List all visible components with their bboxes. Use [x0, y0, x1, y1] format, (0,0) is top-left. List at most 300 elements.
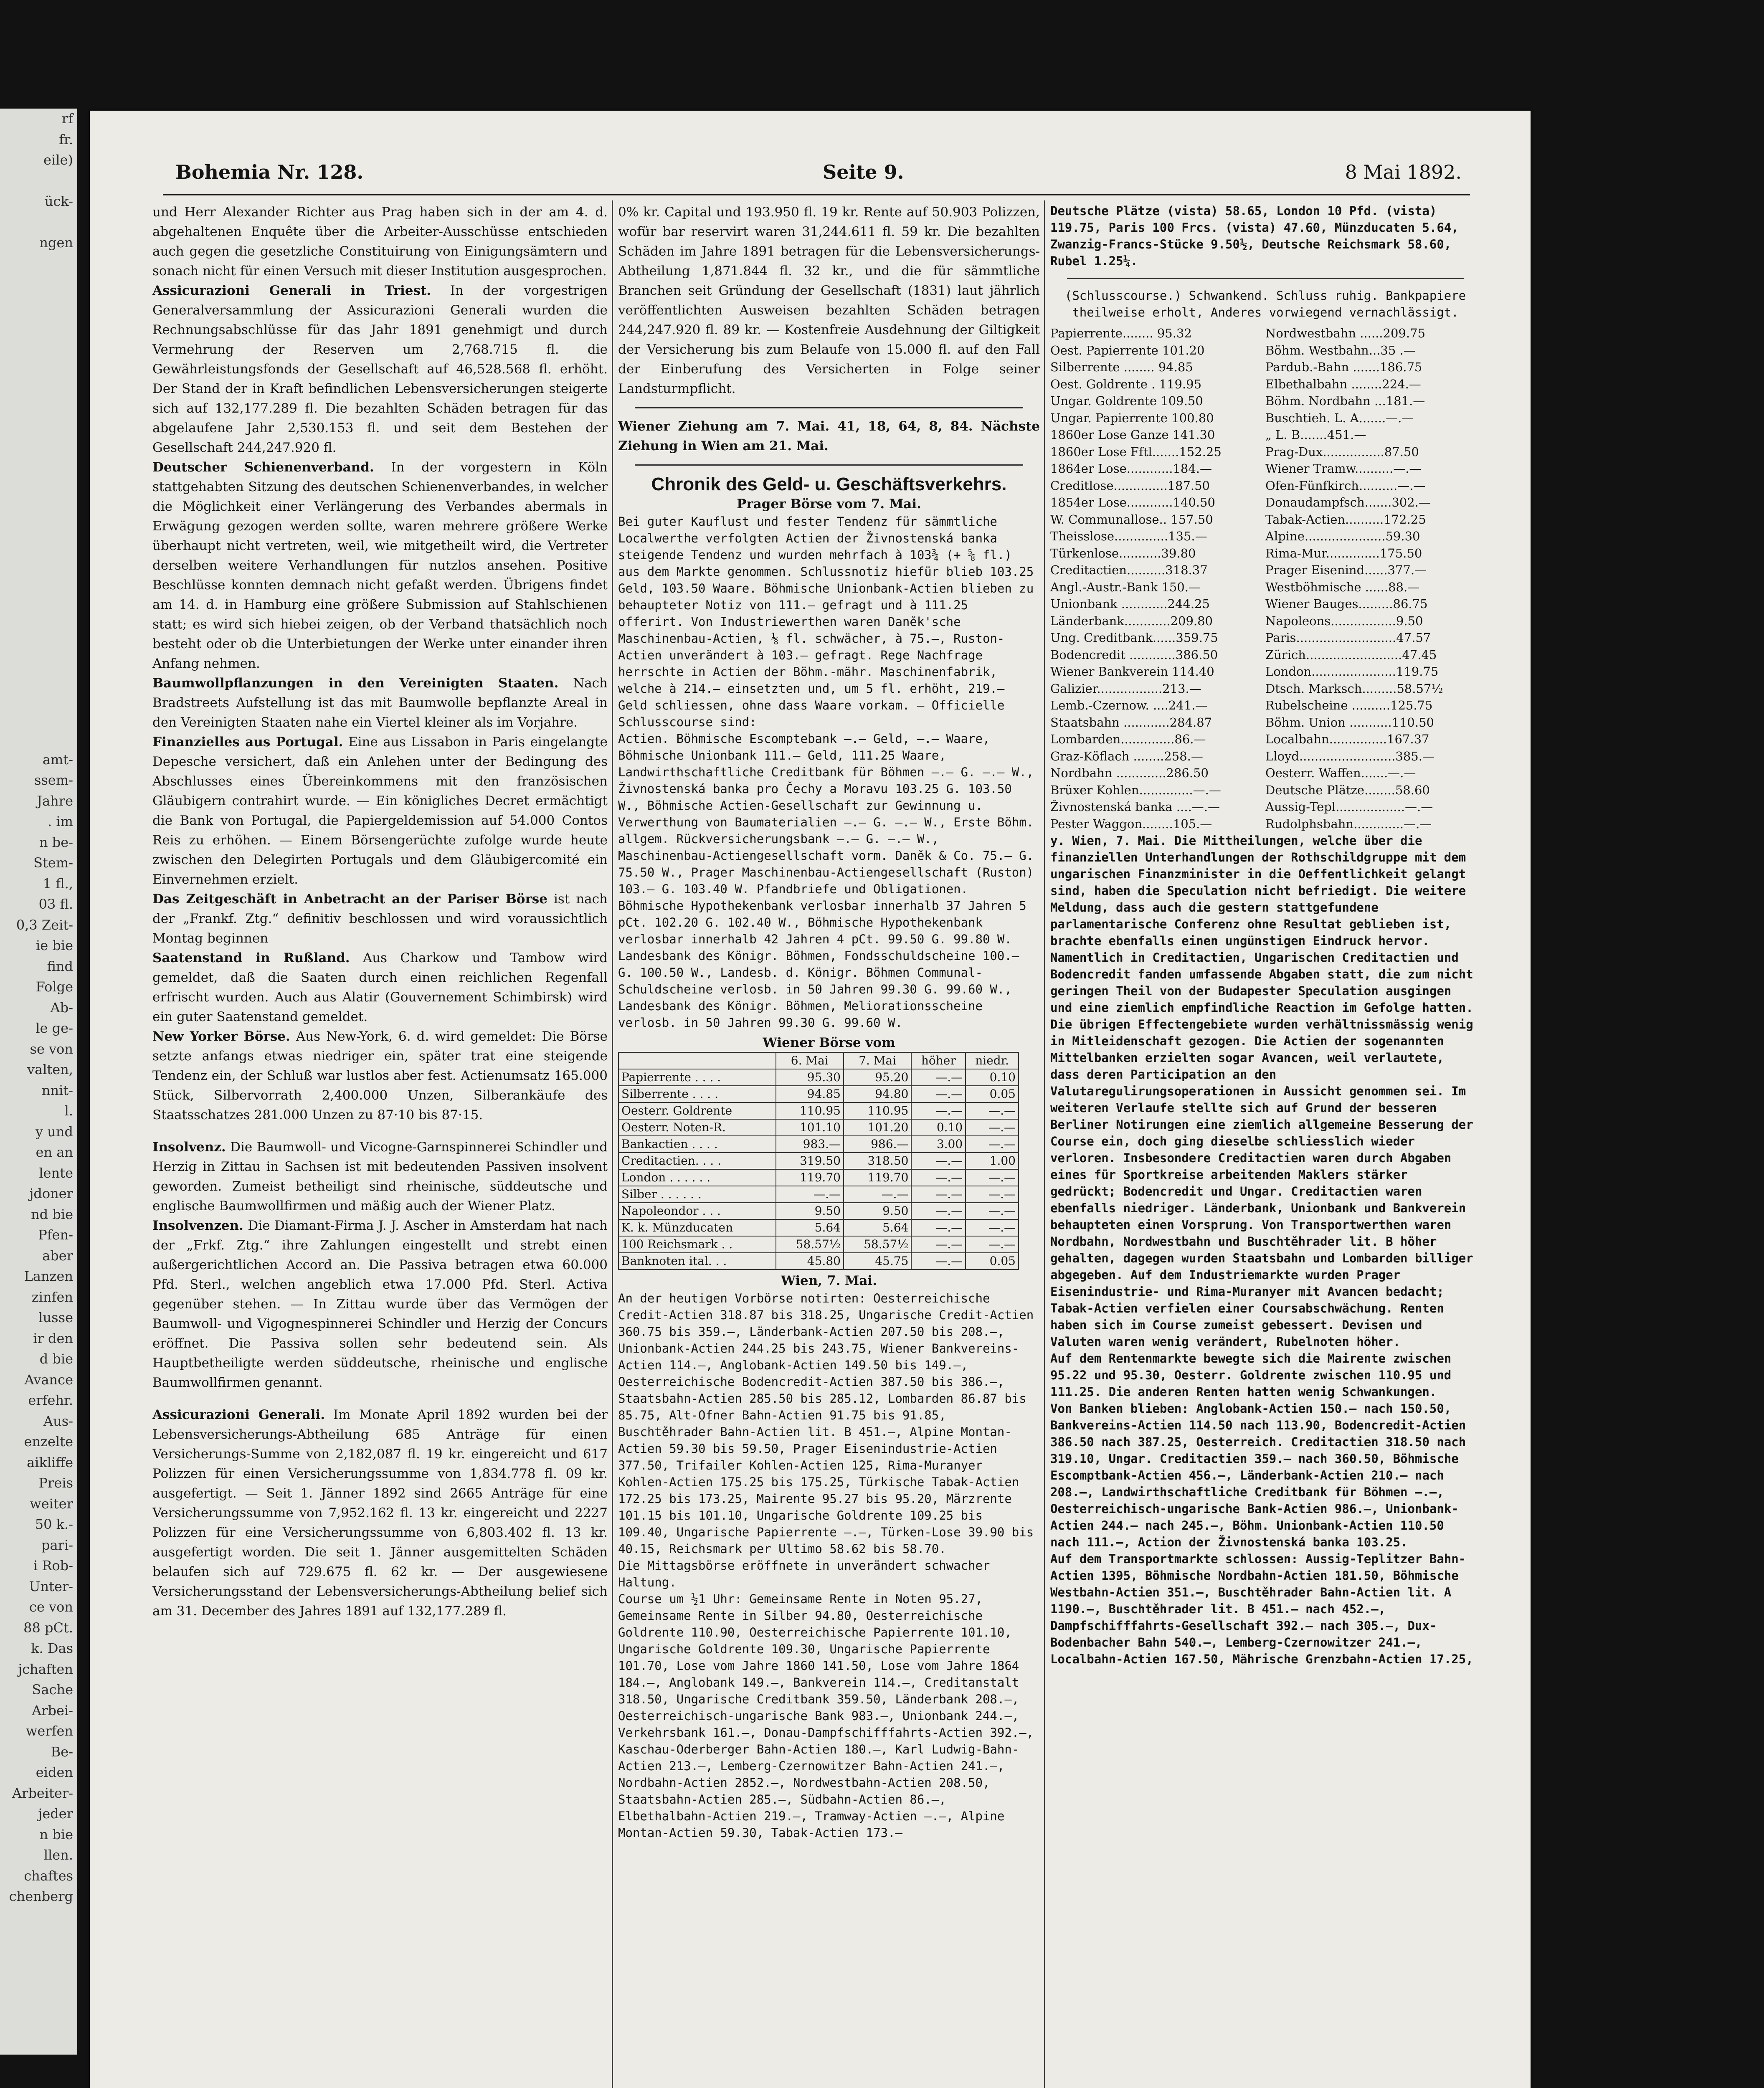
article-title: Deutscher Schienenverband.: [152, 460, 374, 475]
article: [152, 1138, 608, 1216]
prev-page-line: [0, 398, 77, 419]
quote-row: [1050, 663, 1480, 680]
quote-value: 319.50: [776, 1153, 844, 1169]
article: [152, 281, 608, 458]
table-row: [618, 1253, 1019, 1270]
quote-row: [1050, 393, 1480, 410]
prev-page-line: 1 fl.,: [43, 875, 73, 892]
quote-entry: Donaudampfsch.......302.—: [1265, 495, 1431, 509]
prev-page-line: rf: [61, 111, 73, 127]
quote-entry: Böhm. Union ...........110.50: [1265, 715, 1435, 730]
prev-page-line: chaftes: [24, 1868, 73, 1884]
quote-entry: Creditlose..............187.50: [1050, 478, 1210, 493]
separator-rule: [635, 464, 1023, 466]
prev-page-line: [0, 419, 77, 440]
article-title: Das Zeitgeschäft in Anbetracht an der Pariser Börse: [152, 892, 547, 907]
quote-list: [1050, 325, 1480, 832]
quote-value: 0.05: [966, 1253, 1019, 1270]
prev-page-line: erfehr.: [28, 1392, 73, 1408]
quote-entry: Staatsbahn ............284.87: [1050, 715, 1212, 730]
prev-page-line: werfen: [25, 1723, 73, 1739]
prev-page-line: [0, 253, 77, 274]
quote-row: [1050, 460, 1480, 477]
quote-value: 1.00: [966, 1153, 1019, 1169]
prev-page-line: jdoner: [29, 1186, 73, 1201]
prev-page-line: Pfen-: [38, 1227, 73, 1243]
quote-value: —.—: [966, 1102, 1019, 1119]
quote-entry: Ung. Creditbank......359.75: [1050, 631, 1218, 645]
quote-value: 58.57½: [776, 1236, 844, 1253]
article: [152, 1216, 608, 1393]
quote-entry: Theisslose..............135.—: [1050, 529, 1207, 543]
quote-value: 45.75: [844, 1253, 911, 1270]
prev-page-line: eile): [43, 152, 73, 168]
article-text: ist nach der „Frankf. Ztg.“ definitiv beschlossen und wird voraussichtlich Montag beginnen: [152, 892, 608, 946]
prev-page-line: [0, 687, 77, 708]
prev-page-line: chenberg: [9, 1888, 73, 1904]
prev-page-line: [0, 439, 77, 460]
quote-row: [1050, 494, 1480, 511]
prev-page-line: nd bie: [31, 1206, 73, 1222]
subsection-title: Prager Börse vom 7. Mai.: [737, 497, 921, 512]
prev-page-line: n be-: [39, 834, 73, 850]
quote-value: —.—: [966, 1136, 1019, 1153]
security-name: Silber . . . . . .: [618, 1186, 776, 1203]
article-text: Eine aus Lissabon in Paris eingelangte Depesche versichert, daß ein Anlehen unter der Bedingung des Abschlusses eines Übereinkommens mit den französischen Gläubigern contrahirt wurde. — Ein königliches Decret ermächtigt die Bank von Portugal, die Papiergeldemission auf 54.000 Contos Reis zu erhöhen. — Einem Börsengerüchte zufolge wurde heute zwischen den Delegirten Portugals und dem Gläubigercomité ein Einvernehmen erzielt.: [152, 735, 608, 887]
quote-entry: Aussig-Tepl..................—.—: [1265, 800, 1433, 814]
quote-row: [1050, 359, 1480, 376]
header-publication: Bohemia Nr. 128.: [175, 161, 364, 183]
quote-entry: Prager Eisenind......377.—: [1265, 563, 1427, 577]
header-page-number: Seite 9.: [823, 161, 904, 183]
quote-value: —.—: [911, 1253, 966, 1270]
article-text: Aus New-York, 6. d. wird gemeldet: Die Börse setzte anfangs etwas niedriger ein, später trat eine steigende Tendenz ein, der Schluß war lustlos aber fest. Actienumsatz 165.000 Stück, Silbervorrath 2,400.000 Unzen, Silberankäufe des Staatsschatzes 281.000 Unzen zu 87·10 bis 87·15.: [152, 1029, 608, 1123]
prev-page-line: [0, 626, 77, 646]
prev-page-line: [0, 171, 77, 192]
quote-entry: 1864er Lose............184.—: [1050, 461, 1212, 476]
table-row: [618, 1069, 1019, 1086]
article-text: Die Mittagsbörse eröffnete in unverändert schwacher Haltung.: [618, 1558, 990, 1589]
prev-page-line: [0, 295, 77, 316]
prev-page-line: nnit-: [41, 1082, 73, 1098]
table-row: [618, 1086, 1019, 1102]
quote-row: [1050, 731, 1480, 748]
prev-page-line: [0, 646, 77, 667]
quote-entry: Westböhmische ......88.—: [1265, 580, 1420, 594]
security-name: K. k. Münzducaten: [618, 1219, 776, 1236]
article-text: In der vorgestern in Köln stattgehabten Sitzung des deutschen Schienenverbandes, in welcher die Möglichkeit einer Verlängerung des Verbandes abermals in Erwägung gezogen werden sollte, waren mehrere größere Werke überhaupt nicht vertreten, weil, wie mitgetheilt wird, die Vertreter derselben weitere Verhandlungen für nutzlos ansehen. Positive Beschlüsse konnten demnach nicht gefaßt werden. Übrigens findet am 14. d. in Hamburg eine größere Submission auf Stahlschienen statt; es wird sich hiebei zeigen, ob der Verband thatsächlich noch besteht oder ob die Unterbietungen der Werke unter einander ihren Anfang nehmen.: [152, 460, 608, 671]
prev-page-line: ssem-: [34, 772, 73, 788]
article: [152, 889, 608, 948]
quote-value: 94.80: [844, 1086, 911, 1102]
separator-rule: [1067, 278, 1464, 279]
column-right: [1050, 203, 1480, 2088]
quote-row: [1050, 613, 1480, 630]
table-header: [618, 1052, 776, 1069]
quote-row: [1050, 410, 1480, 427]
quote-entry: Napoleons.................9.50: [1265, 613, 1423, 628]
prev-page-line: eiden: [35, 1764, 73, 1780]
quote-entry: Dtsch. Marksch.........58.57½: [1265, 681, 1443, 696]
quote-value: —.—: [966, 1219, 1019, 1236]
prev-page-line: Avance: [24, 1371, 73, 1388]
column-divider: [612, 200, 613, 2088]
article-text: Die Diamant-Firma J. J. Ascher in Amsterdam hat nach der „Frkf. Ztg.“ ihre Zahlungen eingestellt und strebt einen außergerichtlichen Accord an. Die Passiva betragen etwa 60.000 Pfd. Sterl., welchen angeblich etwa 17.000 Pfd. Sterl. Activa gegenüber stehen. — In Zittau wurde über das Vermögen der Baumwoll- und Vigognespinnerei Schindler und Herzig der Concurs eröffnet. Die Passiva sollen sehr bedeutend sein. Als Hauptbetheiligte werden süddeutsche, rheinische und englische Baumwollfirmen genannt.: [152, 1218, 608, 1390]
quote-row: [1050, 528, 1480, 545]
article-text: 0% kr. Capital und 193.950 fl. 19 kr. Rente auf 50.903 Polizzen, wofür bar reservirt waren 31,244.611 fl. 59 kr. Die bezahlten Schäden im Jahre 1891 betragen für die Lebensversicherungs-Abtheilung 1,871.844 fl. 32 kr., und die für sämmtliche Branchen seit Gründung der Gesellschaft (1831) laut jährlich veröffentlichten Ausweisen bezahlten Schäden betragen 244,247.920 fl. 89 kr. — Kostenfreie Ausdehnung der Giltigkeit der Versicherung bis zum Belaufe von 15.000 fl. auf den Fall der Einberufung des Versicherten in Folge seiner Landsturmpflicht.: [618, 205, 1040, 396]
prev-page-line: ngen: [39, 235, 73, 251]
security-name: Banknoten ital. . .: [618, 1253, 776, 1270]
prev-page-line: . im: [48, 813, 73, 829]
quote-value: 5.64: [776, 1219, 844, 1236]
quote-entry: Oest. Goldrente . 119.95: [1050, 377, 1202, 391]
quote-value: 110.95: [776, 1102, 844, 1119]
table-title: Wiener Börse vom: [763, 1035, 895, 1050]
quote-value: 983.—: [776, 1136, 844, 1153]
prev-page-line: se von: [30, 1041, 73, 1057]
quote-value: —.—: [966, 1169, 1019, 1186]
quote-entry: Rudolphsbahn.............—.—: [1265, 816, 1432, 831]
quote-row: [1050, 798, 1480, 816]
article-text: Die Baumwoll- und Vicogne-Garnspinnerei Schindler und Herzig in Zittau in Sachsen ist mit bedeutenden Passiven insolvent geworden. Zumeist betheiligt sind rheinische, süddeutsche und englische Baumwollfirmen und mäßig auch der Wiener Platz.: [152, 1140, 608, 1214]
article-title: Insolvenz.: [152, 1140, 226, 1155]
header-date: 8 Mai 1892.: [1345, 161, 1462, 183]
prev-page-line: y und: [35, 1123, 73, 1140]
quote-entry: Pardub.-Bahn .......186.75: [1265, 360, 1422, 374]
quote-entry: Tabak-Actien..........172.25: [1265, 512, 1426, 527]
prev-page-line: [0, 563, 77, 584]
quote-entry: Elbethalbahn ........224.—: [1265, 377, 1421, 391]
prev-page-line: Preis: [38, 1475, 73, 1491]
prev-page-line: [0, 522, 77, 543]
quote-entry: 1860er Lose Fftl.......152.25: [1050, 444, 1222, 459]
prev-page-line: Aus-: [43, 1413, 73, 1429]
article-title: Assicurazioni Generali.: [152, 1407, 325, 1422]
quote-value: —.—: [911, 1219, 966, 1236]
prev-page-line: pari-: [41, 1537, 73, 1553]
article-text: Course um ½1 Uhr: Gemeinsame Rente in Noten 95.27, Gemeinsame Rente in Silber 94.80, Oesterreichische Goldrente 110.90, Oesterreichische Papierrente 101.10, Ungarische Goldrente 109.30, Ungarische Papierrente 101.70, Lose vom Jahre 1860 141.50, Lose vom Jahre 1864 184.—, Anglobank 149.—, Bankverein 114.—, Creditanstalt 318.50, Ungarische Creditbank 359.50, Länderbank 208.—, Oesterreichisch-ungarische Bank 983.—, Unionbank 244.—, Verkehrsbank 161.—, Donau-Dampfschifffahrts-Actien 392.—, Kaschau-Oderberger Bahn-Actien 180.—, Karl Ludwig-Bahn-Actien 213.—, Lemberg-Czernowitzer Bahn-Actien 241.—, Nordbahn-Actien 2852.—, Nordwestbahn-Actien 208.50, Staatsbahn-Actien 285.—, Südbahn-Actien 86.—, Elbethalbahn-Actien 219.—, Tramway-Actien —.—, Alpine Montan-Actien 59.30, Tabak-Actien 173.—: [618, 1592, 1034, 1840]
quote-value: 101.20: [844, 1119, 911, 1136]
prev-page-line: [0, 481, 77, 502]
quote-entry: Papierrente........ 95.32: [1050, 326, 1192, 340]
quote-row: [1050, 342, 1480, 359]
quote-entry: Türkenlose...........39.80: [1050, 546, 1196, 560]
article-title: Insolvenzen.: [152, 1218, 243, 1233]
prev-page-line: [0, 667, 77, 688]
quote-row: [1050, 545, 1480, 562]
table-row: [618, 1153, 1019, 1169]
quote-value: 45.80: [776, 1253, 844, 1270]
quote-value: 5.64: [844, 1219, 911, 1236]
quote-value: 3.00: [911, 1136, 966, 1153]
quote-entry: Rubelscheine ..........125.75: [1265, 698, 1433, 712]
quote-entry: „ L. B.......451.—: [1265, 428, 1366, 442]
quote-value: —.—: [911, 1169, 966, 1186]
prev-page-line: lusse: [38, 1310, 73, 1325]
table-row: [618, 1203, 1019, 1219]
quote-entry: Bodencredit ............386.50: [1050, 647, 1218, 662]
article-text: Im Monate April 1892 wurden bei der Lebensversicherungs-Abtheilung 685 Anträge für einen Versicherungs-Summe von 2,182,087 fl. 19 kr. eingereicht und 617 Polizzen für einen Versicherungssumme von 1,834.778 fl. 09 kr. ausgefertigt. — Seit 1. Jänner 1892 sind 2665 Anträge für eine Versicherungssumme von 7,952.162 fl. 13 kr. eingereicht und 2227 Polizzen für eine Versicherungssumme von 6,803.402 fl. 13 kr. ausgefertigt worden. Die seit 1. Jänner ausgemittelten Schäden belaufen sich auf 729.675 fl. 62 kr. — Der ausgewiesene Versicherungsstand der Lebensversicherungs-Abtheilung belief sich am 31. December des Jahres 1891 auf 132,177.289 fl.: [152, 1407, 608, 1619]
prev-page-line: [0, 729, 77, 750]
quote-entry: Silberrente ........ 94.85: [1050, 360, 1193, 374]
quote-value: 9.50: [776, 1203, 844, 1219]
table-header: 6. Mai: [776, 1052, 844, 1069]
quote-entry: Deutsche Plätze........58.60: [1265, 783, 1430, 797]
closing-summary: (Schlusscourse.) Schwankend. Schluss ruhig. Bankpapiere theilweise erholt, Anderes vorwiegend vernachlässigt.: [1064, 289, 1466, 319]
prev-page-line: n bie: [39, 1826, 73, 1842]
table-row: [618, 1102, 1019, 1119]
quote-value: 318.50: [844, 1153, 911, 1169]
quote-row: [1050, 714, 1480, 731]
quote-row: [1050, 782, 1480, 799]
quote-entry: 1860er Lose Ganze 141.30: [1050, 428, 1215, 442]
prev-page-line: Stem-: [33, 855, 73, 871]
quote-value: —.—: [911, 1186, 966, 1203]
prev-page-line: ück-: [44, 193, 73, 209]
table-row: [618, 1119, 1019, 1136]
prev-page-line: 50 k.-: [35, 1516, 73, 1532]
quote-row: [1050, 595, 1480, 613]
prev-page-line: enzelte: [24, 1434, 73, 1449]
prev-page-line: [0, 336, 77, 357]
quote-entry: Angl.-Austr.-Bank 150.—: [1050, 580, 1201, 594]
quote-entry: Oest. Papierrente 101.20: [1050, 343, 1205, 357]
prev-page-line: amt-: [42, 751, 73, 768]
security-name: 100 Reichsmark . .: [618, 1236, 776, 1253]
prev-page-line: Jahre: [37, 793, 73, 809]
quote-entry: Länderbank............209.80: [1050, 613, 1213, 628]
quote-entry: Alpine.....................59.30: [1265, 529, 1420, 543]
quote-value: —.—: [911, 1069, 966, 1086]
market-transport: Auf dem Transportmarkte schlossen: Aussig-Teplitzer Bahn-Actien 1395, Böhmische Nordbahn-Actien 181.50, Böhmische Westbahn-Actien 351.—, Buschtěhrader Bahn-Actien lit. A 1190.—, Buschtěhrader lit. B 451.— nach 452.—, Dampfschifffahrts-Gesellschaft 392.— nach 305.—, Dux-Bodenbacher Bahn 540.—, Lemberg-Czernowitzer 241.—, Localbahn-Actien 167.50, Mährische Grenzbahn-Actien 17.25,: [1050, 1552, 1473, 1666]
security-name: Papierrente . . . .: [618, 1069, 776, 1086]
security-name: London . . . . . .: [618, 1169, 776, 1186]
quote-entry: Ungar. Papierrente 100.80: [1050, 411, 1214, 425]
quote-value: —.—: [911, 1153, 966, 1169]
quote-row: [1050, 765, 1480, 782]
prev-page-line: l.: [64, 1103, 73, 1119]
article: [152, 458, 608, 674]
quote-value: —.—: [911, 1236, 966, 1253]
prev-page-line: [0, 212, 77, 233]
table-row: [618, 1219, 1019, 1236]
article-text: In der vorgestrigen Generalversammlung der Assicurazioni Generali wurden die Rechnungsabschlüsse für das Jahr 1891 genehmigt und durch Vermehrung der Reserven um 2,768.715 fl. die Gewährleistungsfonds der Gesellschaft auf 46,528.568 fl. erhöht. Der Stand der in Kraft befindlichen Lebensversicherungen steigerte sich auf 132,177.289 fl. Die bezahlten Schäden betragen für das abgelaufene Jahr 2,530.153 fl. und seit dem Bestehen der Gesellschaft 244,247.920 fl.: [152, 283, 608, 455]
column-divider: [1044, 200, 1045, 2088]
table-header: niedr.: [966, 1052, 1019, 1069]
prev-page-line: Arbei-: [32, 1702, 73, 1718]
quote-row: [1050, 646, 1480, 664]
quote-value: —.—: [911, 1102, 966, 1119]
prev-page-line: ce von: [29, 1599, 73, 1615]
table-row: [618, 1169, 1019, 1186]
security-name: Napoleondor . . .: [618, 1203, 776, 1219]
quote-row: [1050, 426, 1480, 443]
table-row: [618, 1186, 1019, 1203]
prev-page-line: [0, 378, 77, 398]
quote-value: —.—: [966, 1203, 1019, 1219]
security-name: Oesterr. Goldrente: [618, 1102, 776, 1119]
quote-value: 58.57½: [844, 1236, 911, 1253]
article: [152, 948, 608, 1027]
quote-row: [1050, 816, 1480, 833]
prev-page-line: [0, 274, 77, 295]
prev-page-line: Ab-: [50, 999, 73, 1016]
previous-page-fragment: [0, 109, 77, 2055]
prev-page-line: 03 fl.: [38, 896, 73, 912]
quote-entry: London......................119.75: [1265, 664, 1439, 679]
market-banken: Von Banken blieben: Anglobank-Actien 150.— nach 150.50, Bankvereins-Actien 114.50 nach 113.90, Bodencredit-Actien 386.50 nach 387.25, Oesterreich. Creditactien 318.50 nach 319.10, Ungar. Creditactien 359.— nach 360.50, Böhmische Escomptbank-Actien 456.—, Länderbank-Actien 210.— nach 208.—, Landwirthschaftliche Creditbank für Böhmen —.—, Oesterreichisch-ungarische Bank-Actien 986.—, Unionbank-Actien 244.— nach 245.—, Böhm. Unionbank-Actien 110.50 nach 111.—, Action der Živnostenská banka 103.25.: [1050, 1401, 1466, 1549]
quote-row: [1050, 579, 1480, 596]
quote-row: [1050, 443, 1480, 461]
prev-page-line: [0, 708, 77, 729]
quote-row: [1050, 629, 1480, 646]
prev-page-line: weiter: [30, 1495, 73, 1512]
prev-page-line: ir den: [33, 1330, 73, 1346]
quote-entry: Zürich.........................47.45: [1265, 647, 1437, 662]
quote-value: —.—: [911, 1203, 966, 1219]
quote-entry: Paris..........................47.57: [1265, 631, 1431, 645]
article: [152, 674, 608, 732]
prev-page-line: i Rob-: [33, 1558, 73, 1574]
quote-row: [1050, 376, 1480, 393]
quote-entry: Galizier.................213.—: [1050, 681, 1201, 696]
quote-entry: Oesterr. Waffen.......—.—: [1265, 766, 1416, 780]
quote-value: —.—: [966, 1186, 1019, 1203]
quote-value: 119.70: [844, 1169, 911, 1186]
quote-value: 0.05: [966, 1086, 1019, 1102]
prev-page-line: zinfen: [31, 1289, 73, 1305]
quote-entry: Brüxer Kohlen..............—.—: [1050, 783, 1221, 797]
quote-row: [1050, 697, 1480, 714]
article-title: Saatenstand in Rußland.: [152, 950, 350, 965]
column-left: [152, 203, 608, 2088]
prev-page-line: jchaften: [18, 1661, 73, 1677]
quote-entry: Nordwestbahn ......209.75: [1265, 326, 1425, 340]
quote-entry: Lemb.-Czernow. ....241.—: [1050, 698, 1208, 712]
subsection-title: Wien, 7. Mai.: [781, 1273, 877, 1288]
prev-page-line: valten,: [27, 1062, 73, 1077]
separator-rule: [635, 407, 1023, 408]
quote-entry: Böhm. Westbahn...35 .—: [1265, 343, 1416, 357]
prev-page-line: fr.: [59, 131, 73, 147]
quote-entry: Unionbank ............244.25: [1050, 597, 1210, 611]
table-row: [618, 1236, 1019, 1253]
quote-entry: Lloyd.........................385.—: [1265, 749, 1435, 763]
wiener-boerse-table: [618, 1052, 1019, 1270]
quote-value: 101.10: [776, 1119, 844, 1136]
prev-page-line: 88 pCt.: [23, 1619, 73, 1636]
prev-page-line: le ge-: [35, 1020, 73, 1036]
section-title: Chronik des Geld- u. Geschäftsverkehrs.: [651, 474, 1007, 494]
column-middle: [618, 203, 1040, 2088]
quote-value: 0.10: [966, 1069, 1019, 1086]
quote-entry: W. Communallose.. 157.50: [1050, 512, 1213, 527]
article-text: Bei guter Kauflust und fester Tendenz für sämmtliche Localwerthe verfolgten Actien der Živnostenská banka steigende Tendenz und wurden mehrfach à 103¾ (+ ⅝ fl.) aus dem Markte genommen. Schlussnotiz hiefür blieb 103.25 Geld, 103.50 Waare. Böhmische Unionbank-Actien blieben zu behaupteter Notiz von 111.— gefragt und à 111.25 offerirt. Von Industriewerthen waren Daněk'sche Maschinenbau-Actien, ⅛ fl. schwächer, à 75.—, Ruston-Actien unverändert à 103.— gefragt. Rege Nachfrage herrschte in Actien der Böhm.-mähr. Maschinenfabrik, welche à 214.— einsetzten und, um 5 fl. erhöht, 219.— Geld schliessen, ohne dass Waare vorkam. — Officielle Schlusscourse sind:: [618, 514, 1034, 729]
table-row: [618, 1136, 1019, 1153]
quote-value: 119.70: [776, 1169, 844, 1186]
header-rule: [163, 194, 1470, 195]
quote-row: [1050, 325, 1480, 342]
quote-value: —.—: [844, 1186, 911, 1203]
page-header: [175, 161, 1462, 186]
article: [152, 732, 608, 889]
prev-page-line: Folge: [35, 979, 73, 995]
quote-row: [1050, 511, 1480, 528]
quote-value: 9.50: [844, 1203, 911, 1219]
quote-entry: Creditactien..........318.37: [1050, 563, 1208, 577]
quote-entry: Ungar. Goldrente 109.50: [1050, 394, 1203, 408]
quote-entry: 1854er Lose............140.50: [1050, 495, 1215, 509]
prev-page-line: aber: [42, 1247, 73, 1264]
lottery-results: Wiener Ziehung am 7. Mai. 41, 18, 64, 8, 84. Nächste Ziehung in Wien am 21. Mai.: [618, 419, 1040, 454]
market-telegram: y. Wien, 7. Mai. Die Mittheilungen, welche über die finanziellen Unterhandlungen der Rothschildgruppe mit dem ungarischen Finanzminister in die Oeffentlichkeit gelangt sind, haben die Speculation nicht befriedigt. Die weitere Meldung, dass auch die gestern stattgefundene parlamentarische Conferenz ohne Resultat geblieben ist, brachte ebenfalls einen ungünstigen Eindruck hervor. Namentlich in Creditactien, Ungarischen Creditactien und Bodencredit fanden umfassende Abgaben statt, die zum nicht geringen Theil von der Budapester Speculation ausgingen und eine ziemlich empfindliche Reaction im Gefolge hatten. Die übrigen Effectengebiete wurden verhältnissmässig wenig in Mitleidenschaft gezogen. Die Actien der sogenannten Mittelbanken erzielten sogar Avancen, weil verlautete, dass deren Participation an den Valutaregulirungsoperationen in Aussicht genommen sei. Im weiteren Verlaufe stellte sich auf Grund der besseren Berliner Notirungen eine ziemlich allgemeine Besserung der Course ein, doch ging dieselbe schliesslich wieder verloren. Insbesondere Creditactien waren durch Abgaben eines für Sportkreise arbeitenden Maklers stärker gedrückt; Bodencredit und Ungar. Creditactien waren ebenfalls niedriger. Länderbank, Unionbank und Bankverein behaupteten einen Vorsprung. Von Transportwerthen waren Nordbahn, Nordwestbahn und Buschtěhrader lit. B höher gehalten, dagegen wurden Staatsbahn und Lombarden billiger abgegeben. Auf dem Industriemarkte wurden Prager Eisenindustrie- und Rima-Muranyer mit Avancen bedacht; Tabak-Actien verfielen einer Coursabschwächung. Renten haben sich im Course zumeist gebessert. Devisen und Valuten waren wenig verändert, Rubelnoten höher.: [1050, 834, 1473, 1349]
prev-page-line: llen.: [43, 1847, 73, 1863]
article-text: Actien. Böhmische Escomptebank —.— Geld, —.— Waare, Böhmische Unionbank 111.— Geld, 111.25 Waare, Landwirthschaftliche Creditbank für Böhmen —.— G. —.— W., Živnostenská banka pro Čechy a Moravu 103.25 G. 103.50 W., Böhmische Actien-Gesellschaft zur Gewinnung u. Verwerthung von Baumaterialien —.— G. —.— W., Erste Böhm. allgem. Rückversicherungsbank —.— G. —.— W., Maschinenbau-Actiengesellschaft vorm. Daněk & Co. 75.— G. 75.50 W., Prager Maschinenbau-Actiengesellschaft (Ruston) 103.— G. 103.40 W. Pfandbriefe und Obligationen. Böhmische Hypothekenbank verlosbar innerhalb 37 Jahren 5 pCt. 102.20 G. 102.40 W., Böhmische Hypothekenbank verlosbar innerhalb 42 Jahren 4 pCt. 99.50 G. 99.80 W. Landesbank des Königr. Böhmen, Fondsschuldscheine 100.— G. 100.50 W., Landesb. d. Königr. Böhmen Communal-Schuldscheine verlosb. in 50 Jahren 99.30 G. 99.60 W., Landesbank des Königr. Böhmen, Meliorationsscheine verlosb. in 50 Jahren 99.30 G. 99.60 W.: [618, 732, 1034, 1030]
article-text: und Herr Alexander Richter aus Prag haben sich in der am 4. d. abgehaltenen Enquête über die Arbeiter-Ausschüsse entschieden auch gegen die gesetzliche Constituirung von Einigungsämtern und sonach nicht für einen Versuch mit dieser Institution ausgesprochen.: [152, 205, 608, 279]
prev-page-line: [0, 502, 77, 522]
security-name: Oesterr. Noten-R.: [618, 1119, 776, 1136]
prev-page-line: lente: [39, 1165, 73, 1181]
quote-row: [1050, 680, 1480, 697]
quote-value: —.—: [776, 1186, 844, 1203]
article-text: An der heutigen Vorbörse notirten: Oesterreichische Credit-Actien 318.87 bis 318.25, Ungarische Credit-Actien 360.75 bis 359.—, Länderbank-Actien 207.50 bis 208.—, Unionbank-Actien 244.25 bis 243.75, Wiener Bankvereins-Actien 114.—, Anglobank-Actien 149.50 bis 149.—, Oesterreichische Bodencredit-Actien 387.50 bis 386.—, Staatsbahn-Actien 285.50 bis 285.12, Lombarden 86.87 bis 85.75, Alt-Ofner Bahn-Actien 91.75 bis 91.85, Buschtěhrader Bahn-Actien lit. B 451.—, Alpine Montan-Actien 59.30 bis 59.50, Prager Eisenindustrie-Actien 377.50, Trifailer Kohlen-Actien 125, Rima-Muranyer Kohlen-Actien 175.25 bis 175.25, Türkische Tabak-Actien 172.25 bis 173.25, Mairente 95.27 bis 95.20, Märzrente 101.15 bis 101.10, Ungarische Goldrente 109.25 bis 109.40, Ungarische Papierrente —.—, Türken-Lose 39.90 bis 40.15, Reichsmark per Ultimo 58.62 bis 58.70.: [618, 1291, 1034, 1556]
quote-entry: Graz-Köflach ........258.—: [1050, 749, 1203, 763]
quote-entry: Nordbahn .............286.50: [1050, 766, 1209, 780]
quote-row: [1050, 477, 1480, 494]
quote-value: 94.85: [776, 1086, 844, 1102]
prev-page-line: Lanzen: [24, 1268, 73, 1284]
prev-page-line: d bie: [39, 1351, 73, 1367]
prev-page-line: [0, 543, 77, 564]
quote-entry: Böhm. Nordbahn ...181.—: [1265, 394, 1425, 408]
devisen-text: Deutsche Plätze (vista) 58.65, London 10 Pfd. (vista) 119.75, Paris 100 Frcs. (vista) 47.60, Münzducaten 5.64, Zwanzig-Francs-Stücke 9.50½, Deutsche Reichsmark 58.60, Rubel 1.25¼.: [1050, 204, 1459, 268]
article: [152, 1405, 608, 1621]
quote-value: —.—: [911, 1086, 966, 1102]
quote-value: 110.95: [844, 1102, 911, 1119]
prev-page-line: [0, 605, 77, 626]
quote-value: 0.10: [911, 1119, 966, 1136]
table-header: 7. Mai: [844, 1052, 911, 1069]
newspaper-page: [90, 111, 1531, 2088]
prev-page-line: k. Das: [31, 1640, 73, 1656]
quote-entry: Lombarden..............86.—: [1050, 732, 1206, 746]
table-header: höher: [911, 1052, 966, 1069]
security-name: Silberrente . . . .: [618, 1086, 776, 1102]
quote-value: —.—: [966, 1119, 1019, 1136]
article-title: Finanzielles aus Portugal.: [152, 735, 343, 750]
quote-value: 986.—: [844, 1136, 911, 1153]
quote-entry: Ofen-Fünfkirch..........—.—: [1265, 478, 1426, 493]
quote-entry: Rima-Mur..............175.50: [1265, 546, 1422, 560]
security-name: Bankactien . . . .: [618, 1136, 776, 1153]
article-title: Assicurazioni Generali in Triest.: [152, 283, 431, 298]
prev-page-line: Arbeiter-: [12, 1785, 73, 1801]
quote-value: 95.30: [776, 1069, 844, 1086]
prev-page-line: en an: [35, 1144, 73, 1160]
quote-entry: Živnostenská banka ....—.—: [1050, 800, 1220, 814]
prev-page-line: Be-: [51, 1743, 73, 1760]
quote-row: [1050, 562, 1480, 579]
market-renten: Auf dem Rentenmarkte bewegte sich die Mairente zwischen 95.22 und 95.30, Oesterr. Goldrente zwischen 110.95 und 111.25. Die anderen Renten hatten wenig Schwankungen.: [1050, 1351, 1452, 1399]
article-text: Nach Bradstreets Aufstellung ist das mit Baumwolle bepflanzte Areal in den Vereinigten Staaten nahe ein Viertel kleiner als im Vorjahre.: [152, 676, 608, 730]
prev-page-line: 0,3 Zeit-: [16, 917, 73, 933]
prev-page-line: find: [47, 958, 73, 974]
prev-page-line: [0, 460, 77, 481]
quote-entry: Prag-Dux................87.50: [1265, 444, 1419, 459]
article-title: New Yorker Börse.: [152, 1029, 290, 1044]
quote-value: —.—: [966, 1236, 1019, 1253]
quote-entry: Buschtieh. L. A.......—.—: [1265, 411, 1414, 425]
